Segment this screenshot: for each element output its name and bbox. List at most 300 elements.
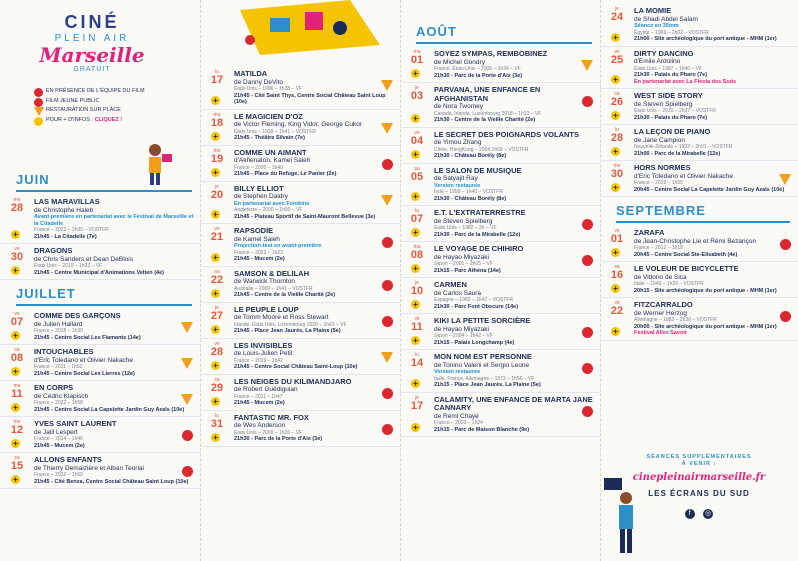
film-director: de Julien Hallard xyxy=(34,320,83,328)
film-details: Canada, Irlande, Luxembourg 2018 – 1h33 – VF xyxy=(434,110,542,117)
film-details: France – 2014 – 1h46 xyxy=(34,436,83,442)
column-1 xyxy=(0,0,200,561)
film-title: SOYEZ SYMPAS, REMBOBINEZ xyxy=(434,49,548,58)
screening-entry[interactable] xyxy=(200,110,400,146)
film-title: LE VOLEUR DE BICYCLETTE xyxy=(634,264,739,273)
film-team-icon xyxy=(582,406,593,417)
film-details: Égypte – 1969 – 2h02 – VOSTFR xyxy=(634,29,709,36)
screening-date xyxy=(5,456,29,472)
screening-venue: 21h45 - Place du Refuge, Le Panier (2e) xyxy=(234,171,337,177)
day-number: 17 xyxy=(210,74,224,86)
legend-item[interactable] xyxy=(34,117,200,124)
day-of-week: ma xyxy=(413,244,421,250)
film-director: de Vittorio de Sica xyxy=(634,273,687,281)
more-info-icon[interactable]: + xyxy=(611,147,620,156)
more-info-icon[interactable]: + xyxy=(411,228,420,237)
screening-entry[interactable] xyxy=(0,244,200,280)
screening-date xyxy=(5,348,29,364)
legend-text: EN PRÉSENCE DE L'ÉQUIPE DU FILM xyxy=(46,88,145,94)
column-2 xyxy=(200,0,400,561)
day-number: 05 xyxy=(410,170,424,183)
film-team-icon xyxy=(382,237,393,248)
film-director: de Victor Fleming, King Vidor, George Cukor xyxy=(234,121,363,128)
screening-venue: 21h45 - Place Jean Jaurès, La Plaine (5e) xyxy=(234,328,341,334)
screening-date xyxy=(5,312,29,328)
more-info-icon[interactable]: + xyxy=(411,69,420,78)
screening-venue: 21h45 - Cité Benza, Centre Social Château Saint Loup (10e) xyxy=(34,478,189,485)
more-info-icon[interactable]: + xyxy=(411,423,420,432)
day-of-week: ve xyxy=(14,246,20,252)
film-title: DIRTY DANCING xyxy=(634,48,694,58)
more-info-icon[interactable]: + xyxy=(11,230,20,239)
more-info-icon[interactable]: + xyxy=(411,192,420,201)
more-info-icon[interactable]: + xyxy=(411,336,420,345)
day-of-week: me xyxy=(13,419,21,425)
screening-entry[interactable] xyxy=(600,298,798,341)
film-title: LE VOYAGE DE CHIHIRO xyxy=(434,244,524,253)
film-details: Allemagne – 1982 – 2h30 – VOSTFR xyxy=(634,317,717,323)
more-info-icon[interactable]: + xyxy=(411,379,420,388)
organizer-name: LES ÉCRANS DU SUD xyxy=(648,489,750,498)
film-title: WEST SIDE STORY xyxy=(634,91,703,100)
day-number: 16 xyxy=(610,269,624,281)
film-title: ZARAFA xyxy=(634,228,665,237)
more-info-icon[interactable]: + xyxy=(11,475,20,484)
more-info-icon[interactable]: + xyxy=(411,264,420,273)
screening-venue: 21h30 - Centre de la Vieille Charité (2e) xyxy=(434,117,536,123)
screening-venue: 21h45 - Plateau Sportif de Saint-Mauront Bellevue (3e) xyxy=(234,213,376,220)
more-info-icon[interactable]: + xyxy=(411,300,420,309)
day-number: 22 xyxy=(210,273,224,286)
seances-line-1: SÉANCES SUPPLÉMENTAIRES xyxy=(646,454,752,460)
film-title: KIKI LA PETITE SORCIÈRE xyxy=(434,316,531,325)
day-of-week: lu xyxy=(215,412,219,419)
screening-date xyxy=(205,149,229,165)
film-director: de Kamel Saleh xyxy=(234,235,280,243)
partner-note: En partenariat avec La Fiesta des Suds xyxy=(634,78,737,85)
film-title: YVES SAINT LAURENT xyxy=(34,419,117,428)
film-director: d'Eric Toledano et Olivier Nakache xyxy=(34,356,134,364)
screening-entry[interactable] xyxy=(200,267,400,303)
day-of-week: je xyxy=(215,183,219,190)
film-details: États Unis – 2020 – 2h37 – VOSTFR xyxy=(634,108,716,114)
film-director: de Hayao Miyazaki xyxy=(434,253,489,261)
screening-note: Version restaurée xyxy=(434,182,481,189)
screening-venue: 21h30 - Palais du Pharo (7e) xyxy=(634,114,708,121)
film-details: États Unis – 1982 – 2h – VF xyxy=(434,225,497,231)
film-title: FANTASTIC MR. FOX xyxy=(234,412,309,422)
day-number: 31 xyxy=(210,417,224,430)
screening-venue: 21h00 - Site archéologique du port antique - MHM (1er) xyxy=(634,36,777,42)
more-info-icon[interactable]: + xyxy=(211,253,220,262)
film-team-icon xyxy=(582,219,593,230)
more-info-icon[interactable]: + xyxy=(11,331,20,340)
more-info-icon[interactable]: + xyxy=(611,327,620,336)
film-details: France – 2023 – 1h23 xyxy=(234,249,283,256)
screening-venue: 21h30 - Parc de la Porte d'Aix (3e) xyxy=(434,72,523,79)
screening-date xyxy=(5,384,29,400)
screening-date xyxy=(205,70,229,86)
screening-venue: 21h45 - Mucem (2e) xyxy=(234,256,285,262)
picnic-illustration xyxy=(200,0,400,62)
film-director: de Robert Guédiguian xyxy=(234,386,298,393)
film-team-icon xyxy=(182,466,193,477)
seances-line-2: À VENIR : xyxy=(681,461,717,467)
column-3 xyxy=(400,0,600,561)
list-aout xyxy=(400,47,600,437)
film-director: de Steven Spielberg xyxy=(634,100,693,108)
day-number: 28 xyxy=(210,345,224,358)
day-number: 30 xyxy=(10,251,24,263)
more-info-icon[interactable]: + xyxy=(211,433,220,442)
day-of-week: ve xyxy=(414,129,420,136)
food-on-site-icon xyxy=(381,195,393,206)
column-4 xyxy=(600,0,798,561)
more-info-icon[interactable]: + xyxy=(411,150,420,159)
film-details: Inde – 1958 – 1h40 – VOSTFR xyxy=(434,189,503,195)
film-details: France – 2019 – 1h55 xyxy=(634,180,683,186)
logo-line-4: GRATUIT xyxy=(73,66,111,73)
day-number: 25 xyxy=(610,53,624,66)
screening-entry[interactable] xyxy=(200,182,400,225)
film-title: BILLY ELLIOT xyxy=(234,183,284,193)
more-info-icon[interactable]: + xyxy=(11,439,20,448)
screening-venue: 21h45 - Mucem (2e) xyxy=(234,400,285,406)
film-details: États Unis – 1939 – 1h41 – VOSTFR xyxy=(234,128,316,135)
instagram-icon[interactable]: ◎ xyxy=(705,510,712,517)
screening-venue: 21h45 - Théâtre Silvain (7e) xyxy=(234,135,305,141)
day-number: 04 xyxy=(410,134,424,147)
screening-entry[interactable] xyxy=(400,128,600,164)
logo-line-2: PLEIN AIR xyxy=(54,33,130,44)
film-title: LE SALON DE MUSIQUE xyxy=(434,165,522,175)
film-title: COMME DES GARÇONS xyxy=(34,311,121,320)
screening-entry[interactable] xyxy=(400,206,600,242)
screening-entry[interactable] xyxy=(600,89,798,125)
more-info-icon[interactable]: + xyxy=(211,289,220,298)
more-info-icon[interactable]: + xyxy=(211,325,220,334)
screening-entry[interactable] xyxy=(600,226,798,262)
film-director: d'Akhenaton, Kamel Saleh xyxy=(234,157,311,164)
screening-date xyxy=(605,164,629,180)
screening-date xyxy=(205,227,229,243)
screening-entry[interactable] xyxy=(400,164,600,207)
screening-entry[interactable] xyxy=(0,417,200,453)
day-number: 26 xyxy=(610,96,624,108)
food-on-site-icon xyxy=(181,394,193,405)
screening-venue: 21h45 - Cité Saint Thys, Centre Social Château Saint Loup (10e) xyxy=(234,92,386,105)
film-title: DRAGONS xyxy=(34,246,73,255)
more-info-icon[interactable]: + xyxy=(11,367,20,376)
film-title: LE MAGICIEN D'OZ xyxy=(234,111,303,121)
screening-entry[interactable] xyxy=(200,67,400,110)
film-title: EN CORPS xyxy=(34,383,74,392)
day-of-week: je xyxy=(415,85,419,91)
screening-note: Projection-test en avant-première xyxy=(234,243,322,249)
day-of-week: sa xyxy=(14,455,20,461)
screening-date xyxy=(5,198,29,214)
film-title: LE PEUPLE LOUP xyxy=(234,304,299,314)
film-title: INTOUCHABLES xyxy=(34,347,94,356)
day-of-week: ve xyxy=(614,228,620,234)
screening-entry[interactable] xyxy=(400,314,600,350)
day-number: 29 xyxy=(210,381,224,394)
day-number: 01 xyxy=(610,233,624,245)
screening-date xyxy=(405,245,429,261)
screening-date xyxy=(605,128,629,144)
screening-venue: 21h45 - Centre Social Les Flamants (14e) xyxy=(34,334,141,341)
film-title: LES INVISIBLES xyxy=(234,340,293,350)
film-details: France, États-Unis – 2008 – 1h34 – VF xyxy=(434,66,521,72)
film-director: de Shadi Abdel Salam xyxy=(634,15,698,23)
more-info-icon[interactable]: + xyxy=(611,111,620,120)
film-team-icon xyxy=(382,159,393,170)
screening-venue: 21h45 - Centre Social La Capelette Jardin Guy Azaïs (10e) xyxy=(34,406,185,413)
screening-venue: 20h00 - Site archéologique du port antique - MHM (1er) xyxy=(634,323,777,330)
film-details: France – 2023 – 1h30 – VOSTFR xyxy=(34,227,109,233)
screening-entry[interactable] xyxy=(200,411,400,447)
more-info-icon[interactable]: + xyxy=(211,132,220,141)
screening-venue: 21h45 - Centre Social Les Lierres (12e) xyxy=(34,370,135,377)
screening-venue: 21h30 - Parc de la Porte d'Aix (3e) xyxy=(234,436,323,442)
facebook-icon[interactable]: f xyxy=(685,509,695,519)
film-title: LA MOMIE xyxy=(634,6,672,15)
screening-entry[interactable] xyxy=(200,375,400,411)
day-number: 14 xyxy=(410,357,424,369)
screening-date xyxy=(205,270,229,286)
film-title: COMME UN AIMANT xyxy=(234,147,307,157)
film-details: États Unis – 1987 – 1h40 – VF xyxy=(634,65,703,72)
film-director: de Jalil Lespert xyxy=(34,428,78,436)
film-director: de Warwick Thornton xyxy=(234,278,296,285)
screening-venue: 21h15 - Palais Longchamp (4e) xyxy=(434,339,515,346)
film-details: Angleterre – 2000 – 1h50 – VF xyxy=(234,207,303,213)
screening-venue: 21h45 - Mucem (2e) xyxy=(34,442,85,449)
film-director: de Thierry Demaizière et Alban Teurlai xyxy=(34,464,144,472)
film-director: de Louis-Julien Petit xyxy=(234,350,293,357)
screening-date xyxy=(405,50,429,66)
film-details: Italie – 1949 – 1h29 – VOSTFR xyxy=(634,281,704,287)
day-number: 07 xyxy=(10,316,24,328)
screening-date xyxy=(405,86,429,102)
film-details: Italie, France, Allemagne – 1973 – 1h56 – VF xyxy=(434,375,535,382)
legend-item xyxy=(34,88,200,95)
screening-entry[interactable] xyxy=(200,303,400,339)
film-title: CALAMITY, UNE ENFANCE DE MARTA JANE CANNARY xyxy=(434,394,593,412)
more-info-icon[interactable]: + xyxy=(211,210,220,219)
more-info-icon[interactable]: + xyxy=(211,168,220,177)
more-info-icon[interactable]: + xyxy=(611,33,620,42)
film-details: Chine, HongKong – 2004 1h59 – VOSTFR xyxy=(434,146,529,153)
more-info-icon[interactable]: + xyxy=(611,284,620,293)
food-on-site-icon xyxy=(381,80,393,91)
day-number: 30 xyxy=(610,168,624,180)
film-team-icon xyxy=(780,239,791,250)
more-info-icon[interactable]: + xyxy=(611,248,620,257)
screening-date xyxy=(5,420,29,436)
film-director: de Michel Gondry xyxy=(434,58,485,66)
film-director: de Danny DeVito xyxy=(234,78,284,86)
more-info-icon[interactable]: + xyxy=(11,403,20,412)
screening-venue: 21h30 - Château Borély (8e) xyxy=(434,195,507,202)
day-of-week: ve xyxy=(214,226,220,232)
screening-entry[interactable] xyxy=(600,161,798,197)
screening-venue: 21h15 - Parc Athéna (14e) xyxy=(434,267,501,274)
day-number: 15 xyxy=(10,460,24,472)
screening-entry[interactable] xyxy=(600,125,798,161)
screening-entry[interactable] xyxy=(0,453,200,489)
film-director: de Tonino Valerii et Sergio Leone xyxy=(434,361,530,369)
screening-date xyxy=(405,353,429,369)
more-info-icon[interactable]: + xyxy=(211,361,220,370)
film-title: CARMEN xyxy=(434,280,467,289)
section-juin: JUIN xyxy=(16,170,192,192)
film-title: PARVANA, UNE ENFANCE EN AFGHANISTAN xyxy=(434,85,541,103)
screening-entry[interactable] xyxy=(400,278,600,314)
info-link[interactable]: CLIQUEZ ! xyxy=(94,116,123,123)
list-juillet-continued xyxy=(200,67,400,447)
screening-date xyxy=(205,185,229,201)
film-director: de Nora Twomey xyxy=(434,103,484,110)
day-number: 11 xyxy=(411,321,423,333)
day-of-week: me xyxy=(13,197,21,203)
legend-item xyxy=(34,98,200,105)
logo-line-3: Marseille xyxy=(39,43,145,67)
pizza-icon xyxy=(34,107,44,116)
kid-illustration xyxy=(130,140,180,190)
day-of-week: sa xyxy=(614,264,620,270)
screening-date xyxy=(405,317,429,333)
dot-icon xyxy=(34,88,43,97)
day-number: 11 xyxy=(11,388,23,400)
website-link[interactable]: cinepleinairmarseille.fr xyxy=(632,472,766,483)
screening-date xyxy=(205,414,229,430)
screening-entry[interactable] xyxy=(400,350,600,393)
day-number: 22 xyxy=(610,305,624,317)
screening-date xyxy=(205,113,229,129)
more-info-icon[interactable]: + xyxy=(211,96,220,105)
screening-entry[interactable] xyxy=(400,47,600,83)
screening-venue: 21h45 - Centre de la Vieille Charité (2e) xyxy=(234,292,336,298)
screening-venue: 21h45 - Centre Social Château Saint-Loup (10e) xyxy=(234,364,358,370)
day-number: 07 xyxy=(410,213,424,225)
film-title: LA LEÇON DE PIANO xyxy=(634,127,711,136)
food-on-site-icon xyxy=(381,123,393,134)
film-director: de Christophe Haleb xyxy=(34,206,94,214)
film-details: France – 2019 – 1h42 xyxy=(234,357,283,364)
film-team-icon xyxy=(382,424,393,435)
food-on-site-icon xyxy=(779,174,791,185)
screening-venue: 20h45 - Centre Social Ste-Elisabeth (4e) xyxy=(634,251,738,258)
screening-entry[interactable] xyxy=(200,224,400,267)
screening-entry[interactable] xyxy=(0,309,200,345)
day-number: 01 xyxy=(410,54,424,66)
more-info-icon[interactable]: + xyxy=(611,183,620,192)
film-details: Nouvelle-Zélande – 1993 – 2h01 – VOSTFR xyxy=(634,144,733,150)
more-info-icon[interactable]: + xyxy=(11,266,20,275)
more-info-icon[interactable]: + xyxy=(411,114,420,123)
film-title: RAPSODIE xyxy=(234,226,274,235)
day-of-week: ve xyxy=(14,311,20,317)
film-details: États Unis – 1996 – 1h38 – VF xyxy=(234,86,303,92)
screening-venue: 21h15 - Parc de Maison Blanche (9e) xyxy=(434,426,530,433)
film-team-icon xyxy=(182,430,193,441)
day-of-week: ve xyxy=(614,300,620,306)
film-title: LE SECRET DES POIGNARDS VOLANTS xyxy=(434,129,580,139)
day-of-week: sa xyxy=(414,165,420,172)
screening-entry[interactable] xyxy=(600,47,798,90)
film-team-icon xyxy=(582,96,593,107)
screening-venue: 21h30 - Palais du Pharo (7e) xyxy=(634,72,708,78)
day-of-week: ve xyxy=(414,316,420,322)
film-director: de Cédric Klapisch xyxy=(34,392,89,400)
food-on-site-icon xyxy=(181,322,193,333)
film-director: de Rémi Chayé xyxy=(434,412,479,420)
film-director: de Jane Campion xyxy=(634,136,685,144)
film-details: France – 2000 – 1h40 xyxy=(234,164,283,171)
screening-entry[interactable] xyxy=(600,4,798,47)
film-title: MATILDA xyxy=(234,69,268,78)
day-number: 28 xyxy=(610,132,624,144)
screening-note: En partenariat avec Fotokino xyxy=(234,200,310,207)
more-info-icon[interactable]: + xyxy=(611,75,620,84)
screening-entry[interactable] xyxy=(400,393,600,438)
day-number: 21 xyxy=(210,231,224,243)
day-of-week: lu xyxy=(415,352,419,358)
film-title: FITZCARRALDO xyxy=(634,300,693,309)
screening-venue: 21h30 - Parc de la Mirabelle (12e) xyxy=(434,231,521,238)
screening-entry[interactable] xyxy=(0,381,200,417)
screening-entry[interactable] xyxy=(200,146,400,182)
film-details: France – 2012 – 1h18 xyxy=(634,245,683,251)
day-of-week: je xyxy=(615,6,619,12)
partner-note: Festival Allez Savoir xyxy=(634,330,687,336)
list-septembre xyxy=(600,226,798,341)
screening-venue: 21h45 - La Citadelle (7e) xyxy=(34,233,97,240)
day-of-week: lu xyxy=(615,127,619,133)
screening-note: Avant-première en partenariat avec le Festival de Marseille et la Citadelle xyxy=(34,214,194,227)
day-of-week: je xyxy=(415,280,419,286)
day-of-week: ma xyxy=(213,111,221,118)
day-of-week: me xyxy=(613,163,621,169)
list-aout-continued xyxy=(600,0,798,197)
film-director: de Steven Spielberg xyxy=(434,217,493,225)
screening-entry[interactable] xyxy=(400,83,600,128)
more-info-icon[interactable]: + xyxy=(211,397,220,406)
day-of-week: me xyxy=(213,147,221,154)
screening-entry[interactable] xyxy=(600,262,798,298)
film-team-icon xyxy=(582,363,593,374)
screening-date xyxy=(605,229,629,245)
section-juillet: JUILLET xyxy=(16,284,192,306)
day-of-week: ma xyxy=(413,49,421,55)
day-of-week: ma xyxy=(13,383,21,389)
film-team-icon xyxy=(582,255,593,266)
film-director: de Satyajit Ray xyxy=(434,175,478,182)
film-details: Australie – 2009 – 1h41 – VOSTFR xyxy=(234,285,313,292)
screening-entry[interactable] xyxy=(400,242,600,278)
film-details: France – 2022 – 1h50 xyxy=(34,472,83,478)
section-septembre: SEPTEMBRE xyxy=(616,201,790,223)
screening-entry[interactable] xyxy=(200,339,400,375)
film-details: Japon – 2004 – 1h42 – VF xyxy=(434,333,493,339)
day-of-week: sa xyxy=(214,376,220,383)
screening-venue: 21h30 - Parc Font Obscure (14e) xyxy=(434,303,519,310)
screening-entry[interactable] xyxy=(0,195,200,244)
food-on-site-icon xyxy=(181,358,193,369)
screening-venue: 21h30 - Château Borély (8e) xyxy=(434,153,507,159)
screening-entry[interactable] xyxy=(0,345,200,381)
